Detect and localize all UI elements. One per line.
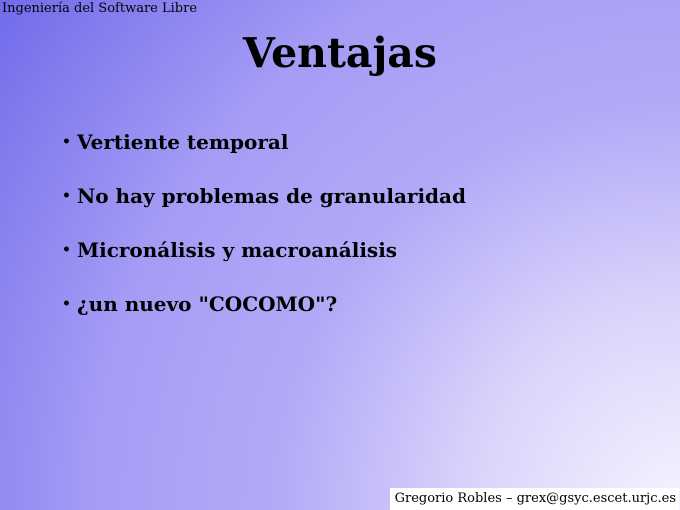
slide-footer-credit: Gregorio Robles – grex@gsyc.escet.urjc.es bbox=[390, 488, 679, 510]
bullet-text: No hay problemas de granularidad bbox=[76, 184, 466, 208]
bullet-text: Micronálisis y macroanálisis bbox=[76, 238, 398, 262]
bullet-icon: • bbox=[62, 296, 71, 312]
list-item bbox=[62, 185, 660, 208]
bullet-icon: • bbox=[62, 134, 71, 150]
bullet-text: Vertiente temporal bbox=[76, 130, 289, 154]
list-item bbox=[62, 239, 660, 262]
list-item bbox=[62, 293, 660, 316]
bullet-list bbox=[62, 131, 660, 347]
list-item bbox=[62, 131, 660, 154]
bullet-icon: • bbox=[62, 242, 71, 258]
slide-header-text: Ingeniería del Software Libre bbox=[2, 1, 198, 16]
slide-title: Ventajas bbox=[243, 29, 437, 77]
bullet-text: ¿un nuevo "COCOMO"? bbox=[76, 292, 338, 316]
bullet-icon: • bbox=[62, 188, 71, 204]
